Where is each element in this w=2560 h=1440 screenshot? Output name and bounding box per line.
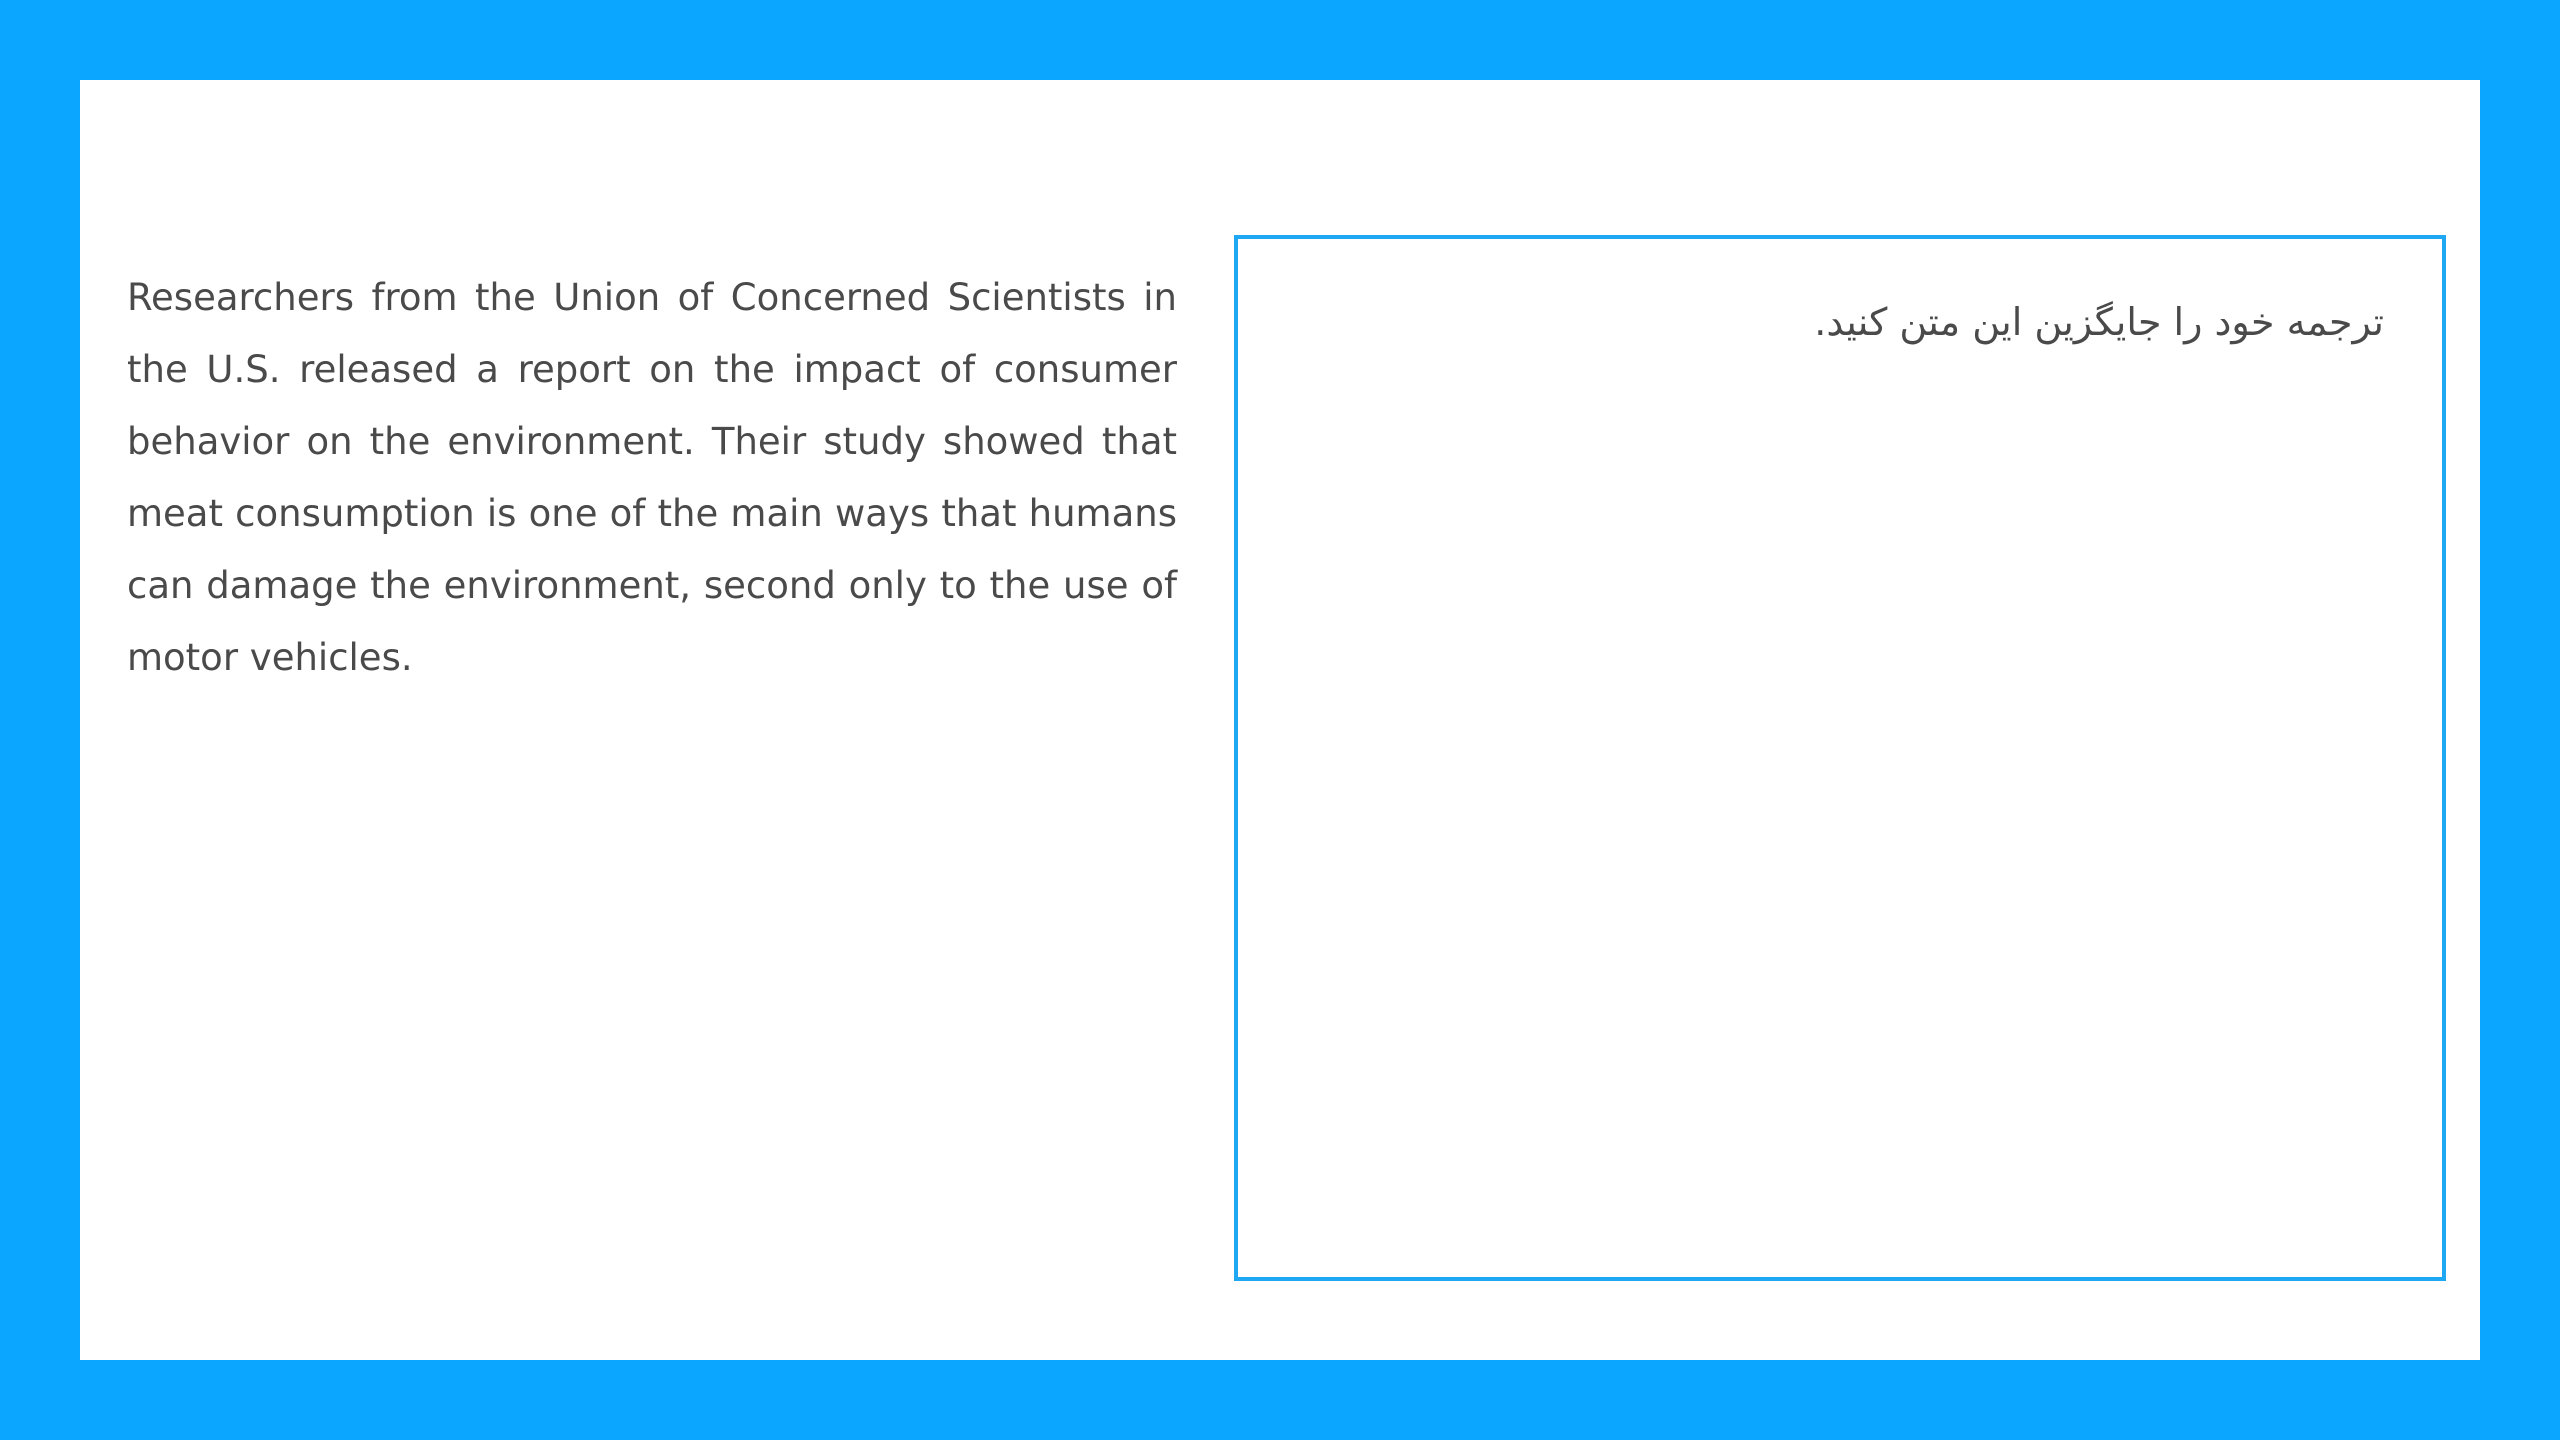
translation-placeholder-text[interactable]: ترجمه خود را جایگزین این متن کنید. xyxy=(1814,300,2384,344)
source-paragraph: Researchers from the Union of Concerned Scientists in the U.S. released a report on the impact of consumer behavior on the environment. Their study showed that meat consumption is one of the main ways that humans can damage the environment, second only to the use of motor vehicles. xyxy=(127,276,1177,679)
slide-card xyxy=(80,80,2480,1360)
translation-text-box[interactable] xyxy=(1234,235,2446,1281)
